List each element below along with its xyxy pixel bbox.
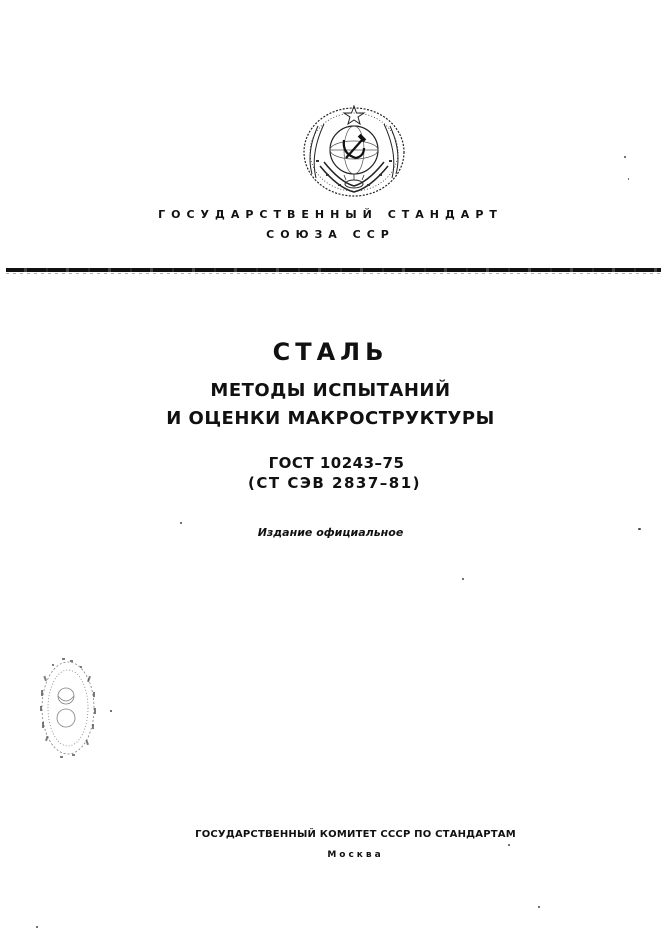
document-subtitle-line-1: МЕТОДЫ ИСПЫТАНИЙ <box>210 380 451 401</box>
scan-speck <box>462 578 464 580</box>
scan-speck <box>638 528 641 530</box>
edition-label: Издание официальное <box>257 526 404 539</box>
standard-code: ГОСТ 10243–75 <box>268 454 405 472</box>
library-stamp-icon <box>32 652 108 766</box>
scan-speck <box>508 844 510 846</box>
scan-speck <box>110 710 112 712</box>
divider-line <box>6 268 661 272</box>
scan-speck <box>538 906 540 908</box>
scan-speck <box>180 522 182 524</box>
publisher-name: ГОСУДАРСТВЕННЫЙ КОМИТЕТ СССР ПО СТАНДАРТАМ <box>195 829 516 840</box>
divider-line-shadow <box>6 273 661 274</box>
scan-speck <box>628 178 629 180</box>
state-emblem-icon <box>298 104 410 200</box>
publisher-city: Москва <box>327 850 384 860</box>
standard-header-country: СОЮЗА ССР <box>266 228 395 241</box>
document-title: СТАЛЬ <box>272 338 389 366</box>
cmea-standard-code: (СТ СЭВ 2837–81) <box>248 474 421 492</box>
document-subtitle-line-2: И ОЦЕНКИ МАКРОСТРУКТУРЫ <box>166 408 495 429</box>
scan-speck <box>624 156 626 158</box>
scan-speck <box>36 926 38 928</box>
standard-header: ГОСУДАРСТВЕННЫЙ СТАНДАРТ <box>158 208 503 221</box>
